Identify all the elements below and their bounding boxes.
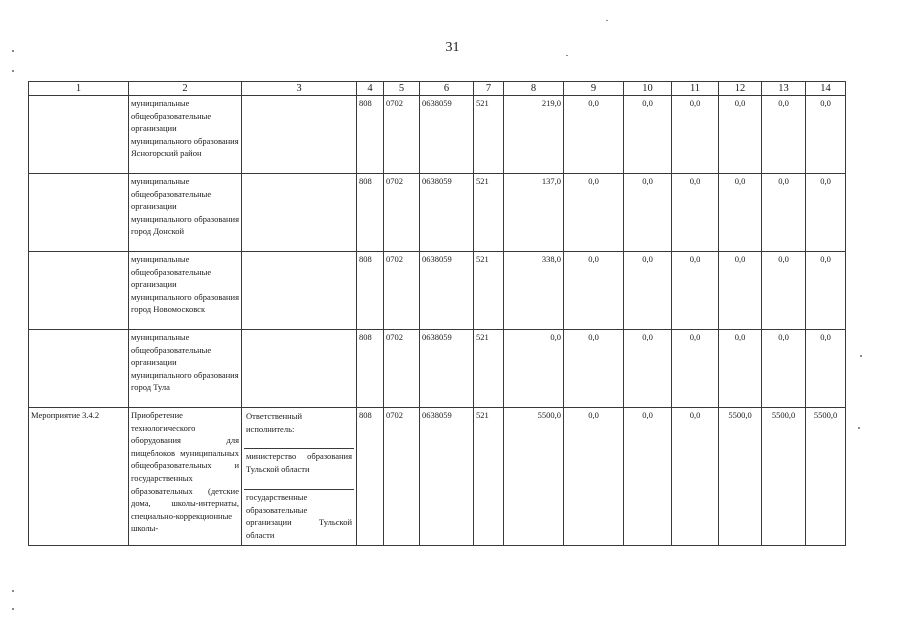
amount-cell: 0,0 (564, 252, 624, 330)
recipient-cell: муниципальные общеобразовательные организации муниципального образования город Новомосковск (129, 252, 242, 330)
amount-cell: 0,0 (672, 330, 719, 408)
amount-cell: 0,0 (806, 174, 846, 252)
amount-cell: 5500,0 (719, 408, 762, 546)
event-name-cell (29, 96, 129, 174)
amount-cell: 0,0 (564, 408, 624, 546)
executor-cell (242, 252, 357, 330)
amount-cell: 0,0 (624, 174, 672, 252)
page-number: 31 (445, 40, 460, 55)
column-number: 14 (806, 82, 846, 96)
scan-speck (12, 590, 14, 592)
recipient-cell: муниципальные общеобразовательные организации муниципального образования город Тула (129, 330, 242, 408)
amount-cell: 0,0 (564, 174, 624, 252)
column-number: 13 (762, 82, 806, 96)
value-cell: 0638059 (420, 408, 474, 546)
amount-cell: 0,0 (624, 408, 672, 546)
executor-cell (242, 408, 357, 546)
value-cell: 521 (474, 174, 504, 252)
column-number: 1 (29, 82, 129, 96)
recipient-cell: муниципальные общеобразовательные организации муниципального образования город Донской (129, 174, 242, 252)
column-number: 8 (504, 82, 564, 96)
amount-cell: 0,0 (672, 174, 719, 252)
amount-cell: 0,0 (672, 252, 719, 330)
amount-cell: 0,0 (806, 252, 846, 330)
amount-cell: 0,0 (504, 330, 564, 408)
amount-cell: 0,0 (762, 96, 806, 174)
table-row (29, 174, 846, 252)
amount-cell: 0,0 (719, 174, 762, 252)
scan-speck (606, 20, 608, 21)
recipient-cell: муниципальные общеобразовательные организации муниципального образования Ясногорский район (129, 96, 242, 174)
value-cell: 521 (474, 96, 504, 174)
amount-cell: 0,0 (806, 96, 846, 174)
scan-speck (12, 70, 14, 72)
value-cell: 0702 (384, 174, 420, 252)
amount-cell: 219,0 (504, 96, 564, 174)
value-cell: 0702 (384, 252, 420, 330)
executor-cell (242, 330, 357, 408)
value-cell: 521 (474, 408, 504, 546)
recipient-cell: Приобретение технологического оборудования для пищеблоков муниципальных общеобразовательных и государственных образовательных (детские дома, школы-интернаты, специально-коррекционные школы- (129, 408, 242, 546)
scan-speck (12, 50, 14, 52)
amount-cell: 5500,0 (806, 408, 846, 546)
executor-cell (242, 174, 357, 252)
value-cell: 0702 (384, 96, 420, 174)
column-number: 10 (624, 82, 672, 96)
value-cell: 0638059 (420, 252, 474, 330)
amount-cell: 338,0 (504, 252, 564, 330)
column-number: 2 (129, 82, 242, 96)
amount-cell: 0,0 (624, 96, 672, 174)
table-row (29, 330, 846, 408)
scan-speck (566, 55, 568, 56)
column-number: 4 (357, 82, 384, 96)
amount-cell: 0,0 (624, 252, 672, 330)
executor-organizations: государственные образовательные организации Тульской области (246, 492, 352, 540)
amount-cell: 0,0 (762, 252, 806, 330)
amount-cell: 5500,0 (762, 408, 806, 546)
event-name-cell (29, 252, 129, 330)
value-cell: 521 (474, 252, 504, 330)
column-number: 3 (242, 82, 357, 96)
value-cell: 521 (474, 330, 504, 408)
value-cell: 808 (357, 408, 384, 546)
amount-cell: 0,0 (672, 96, 719, 174)
column-number: 5 (384, 82, 420, 96)
value-cell: 0638059 (420, 330, 474, 408)
value-cell: 0702 (384, 408, 420, 546)
column-number-row (29, 82, 846, 96)
amount-cell: 0,0 (719, 96, 762, 174)
scan-speck (858, 427, 860, 429)
executor-ministry: министерство образования Тульской области (244, 449, 354, 490)
amount-cell: 5500,0 (504, 408, 564, 546)
event-name-cell (29, 174, 129, 252)
executor-cell (242, 96, 357, 174)
responsible-executor-label: Ответственный исполнитель: (244, 409, 354, 449)
amount-cell: 0,0 (672, 408, 719, 546)
table-row (29, 408, 846, 546)
column-number: 7 (474, 82, 504, 96)
amount-cell: 0,0 (564, 330, 624, 408)
scan-speck (860, 355, 862, 357)
amount-cell: 137,0 (504, 174, 564, 252)
value-cell: 808 (357, 174, 384, 252)
amount-cell: 0,0 (624, 330, 672, 408)
event-name-cell (29, 330, 129, 408)
amount-cell: 0,0 (762, 174, 806, 252)
budget-table (28, 81, 846, 546)
column-number: 6 (420, 82, 474, 96)
value-cell: 808 (357, 96, 384, 174)
table-row (29, 252, 846, 330)
amount-cell: 0,0 (719, 330, 762, 408)
event-name-cell: Мероприятие 3.4.2 (29, 408, 129, 546)
column-number: 9 (564, 82, 624, 96)
table-row (29, 96, 846, 174)
amount-cell: 0,0 (762, 330, 806, 408)
value-cell: 0702 (384, 330, 420, 408)
value-cell: 0638059 (420, 174, 474, 252)
value-cell: 808 (357, 330, 384, 408)
amount-cell: 0,0 (806, 330, 846, 408)
amount-cell: 0,0 (719, 252, 762, 330)
column-number: 12 (719, 82, 762, 96)
scan-speck (12, 608, 14, 610)
value-cell: 808 (357, 252, 384, 330)
column-number: 11 (672, 82, 719, 96)
amount-cell: 0,0 (564, 96, 624, 174)
value-cell: 0638059 (420, 96, 474, 174)
